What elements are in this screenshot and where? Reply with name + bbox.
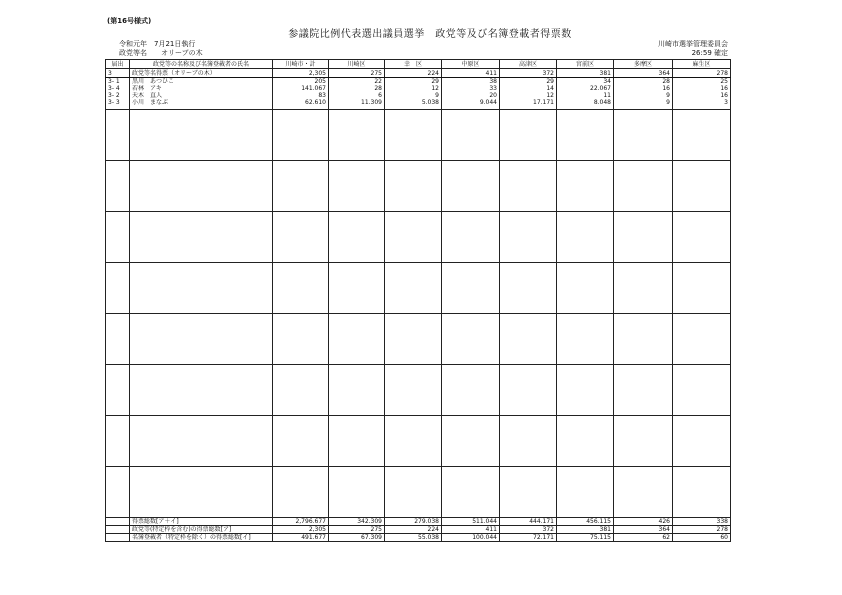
row-name: 政党等名得票（オリーブの木）	[130, 69, 273, 78]
blank-cell	[385, 212, 442, 263]
blank-cell	[385, 110, 442, 161]
vote-cell: 411	[442, 69, 500, 78]
vote-cell: 9	[614, 92, 673, 99]
blank-cell	[273, 365, 329, 416]
blank-cell	[442, 263, 500, 314]
vote-cell: 16	[614, 85, 673, 92]
row-name: 若林 アキ	[130, 85, 273, 92]
blank-cell	[673, 467, 731, 518]
header-row	[106, 60, 731, 69]
blank-cell	[442, 365, 500, 416]
blank-cell	[130, 416, 273, 467]
vote-cell: 275	[329, 526, 385, 534]
blank-cell	[673, 110, 731, 161]
vote-cell: 444.171	[500, 518, 557, 526]
vote-cell: 9.044	[442, 99, 500, 110]
blank-cell	[130, 365, 273, 416]
col-header-district: 多摩区	[614, 60, 673, 69]
summary-label: 政党等(特定枠を含む)の得票総数[ア]	[130, 526, 273, 534]
blank-cell	[130, 212, 273, 263]
vote-cell: 381	[557, 526, 614, 534]
vote-cell: 20	[442, 92, 500, 99]
blank-row	[106, 416, 731, 467]
blank-cell	[329, 161, 385, 212]
blank-cell	[500, 365, 557, 416]
blank-cell	[614, 365, 673, 416]
blank-cell	[557, 314, 614, 365]
blank-cell	[273, 416, 329, 467]
vote-cell: 2,305	[273, 526, 329, 534]
candidate-row	[106, 78, 731, 86]
blank-rows	[106, 110, 731, 518]
vote-cell: 11	[557, 92, 614, 99]
form-number: (第16号様式)	[107, 17, 152, 25]
blank-cell	[385, 263, 442, 314]
blank-cell	[442, 110, 500, 161]
count-status: 26:59 確定	[691, 49, 728, 57]
blank-cell	[273, 110, 329, 161]
col-header-district: 宮前区	[557, 60, 614, 69]
vote-cell: 60	[673, 534, 731, 542]
blank-cell	[329, 110, 385, 161]
blank-cell	[385, 365, 442, 416]
blank-cell	[557, 467, 614, 518]
blank-cell	[273, 212, 329, 263]
vote-cell: 372	[500, 69, 557, 78]
blank-row	[106, 110, 731, 161]
vote-cell: 62.610	[273, 99, 329, 110]
blank-row	[106, 467, 731, 518]
vote-cell: 9	[385, 92, 442, 99]
blank-cell	[273, 467, 329, 518]
party-name: オリーブの木	[161, 49, 203, 57]
col-header-district: 川崎区	[329, 60, 385, 69]
vote-cell: 38	[442, 78, 500, 86]
vote-cell: 426	[614, 518, 673, 526]
party-info	[119, 49, 203, 58]
blank-cell	[442, 212, 500, 263]
vote-cell: 29	[385, 78, 442, 86]
vote-cell: 364	[614, 526, 673, 534]
vote-cell: 22	[329, 78, 385, 86]
blank-cell	[130, 110, 273, 161]
vote-cell: 34	[557, 78, 614, 86]
blank-cell	[442, 314, 500, 365]
vote-cell: 8.048	[557, 99, 614, 110]
blank-cell	[273, 263, 329, 314]
blank-cell	[500, 161, 557, 212]
row-code: 3	[106, 69, 130, 78]
committee-name: 川崎市選挙管理委員会	[658, 40, 728, 48]
vote-cell: 3	[673, 99, 731, 110]
blank-row	[106, 212, 731, 263]
blank-row	[106, 365, 731, 416]
vote-cell: 372	[500, 526, 557, 534]
row-code	[106, 526, 130, 534]
blank-cell	[673, 416, 731, 467]
vote-cell: 17.171	[500, 99, 557, 110]
blank-cell	[385, 467, 442, 518]
blank-cell	[557, 416, 614, 467]
vote-cell: 11.309	[329, 99, 385, 110]
vote-cell: 72.171	[500, 534, 557, 542]
blank-cell	[673, 212, 731, 263]
vote-cell: 29	[500, 78, 557, 86]
summary-row	[106, 518, 731, 526]
blank-cell	[106, 263, 130, 314]
blank-cell	[500, 416, 557, 467]
candidate-row	[106, 99, 731, 110]
vote-cell: 278	[673, 69, 731, 78]
blank-cell	[557, 365, 614, 416]
blank-cell	[385, 161, 442, 212]
blank-cell	[385, 416, 442, 467]
blank-cell	[130, 467, 273, 518]
summary-row	[106, 534, 731, 542]
vote-cell: 83	[273, 92, 329, 99]
col-header-district: 中原区	[442, 60, 500, 69]
blank-cell	[106, 365, 130, 416]
election-date: 令和元年 7月21日執行	[119, 40, 196, 48]
row-name: 天木 直人	[130, 92, 273, 99]
vote-cell: 275	[329, 69, 385, 78]
col-header-district: 川崎市・計	[273, 60, 329, 69]
blank-cell	[614, 314, 673, 365]
blank-cell	[673, 314, 731, 365]
row-code	[106, 518, 130, 526]
vote-cell: 25	[673, 78, 731, 86]
blank-cell	[273, 161, 329, 212]
blank-cell	[106, 212, 130, 263]
blank-cell	[557, 110, 614, 161]
blank-cell	[442, 161, 500, 212]
vote-cell: 338	[673, 518, 731, 526]
blank-cell	[614, 212, 673, 263]
vote-cell: 100.044	[442, 534, 500, 542]
blank-cell	[500, 110, 557, 161]
col-header-name: 政党等の名称及び名簿登載者の氏名	[130, 60, 273, 69]
vote-cell: 28	[614, 78, 673, 86]
col-header-district: 高津区	[500, 60, 557, 69]
blank-cell	[106, 416, 130, 467]
party-row	[106, 69, 731, 78]
row-name: 小川 まなぶ	[130, 99, 273, 110]
blank-cell	[329, 467, 385, 518]
vote-cell: 33	[442, 85, 500, 92]
vote-cell: 381	[557, 69, 614, 78]
candidate-row	[106, 92, 731, 99]
col-header-district: 麻生区	[673, 60, 731, 69]
blank-cell	[557, 212, 614, 263]
summary-label: 名簿登載者（特定枠を除く）の得票総数[イ]	[130, 534, 273, 542]
blank-cell	[500, 212, 557, 263]
blank-cell	[442, 416, 500, 467]
vote-cell: 6	[329, 92, 385, 99]
vote-cell: 456.115	[557, 518, 614, 526]
vote-cell: 224	[385, 526, 442, 534]
vote-cell: 2,796.677	[273, 518, 329, 526]
vote-cell: 28	[329, 85, 385, 92]
blank-cell	[614, 416, 673, 467]
blank-cell	[500, 314, 557, 365]
vote-cell: 342.309	[329, 518, 385, 526]
vote-cell: 279.038	[385, 518, 442, 526]
summary-row	[106, 526, 731, 534]
results-table	[105, 59, 731, 542]
blank-cell	[500, 467, 557, 518]
col-header-district: 幸 区	[385, 60, 442, 69]
blank-cell	[385, 314, 442, 365]
vote-cell: 224	[385, 69, 442, 78]
row-code: 3- 4	[106, 85, 130, 92]
blank-row	[106, 161, 731, 212]
blank-row	[106, 263, 731, 314]
row-code: 3- 2	[106, 92, 130, 99]
vote-cell: 62	[614, 534, 673, 542]
blank-cell	[614, 110, 673, 161]
blank-cell	[106, 161, 130, 212]
blank-cell	[614, 467, 673, 518]
vote-cell: 364	[614, 69, 673, 78]
vote-cell: 491.677	[273, 534, 329, 542]
row-name: 黒川 あつひこ	[130, 78, 273, 86]
blank-cell	[130, 314, 273, 365]
vote-cell: 2,305	[273, 69, 329, 78]
blank-cell	[329, 263, 385, 314]
vote-cell: 12	[500, 92, 557, 99]
blank-cell	[130, 263, 273, 314]
blank-cell	[106, 110, 130, 161]
vote-cell: 67.309	[329, 534, 385, 542]
blank-cell	[329, 365, 385, 416]
vote-cell: 9	[614, 99, 673, 110]
vote-cell: 14	[500, 85, 557, 92]
blank-cell	[273, 314, 329, 365]
vote-cell: 511.044	[442, 518, 500, 526]
vote-cell: 16	[673, 92, 731, 99]
summary-label: 得票総数[ア＋イ]	[130, 518, 273, 526]
row-code: 3- 3	[106, 99, 130, 110]
vote-cell: 12	[385, 85, 442, 92]
blank-cell	[557, 161, 614, 212]
vote-cell: 22.067	[557, 85, 614, 92]
vote-cell: 141.067	[273, 85, 329, 92]
blank-cell	[614, 161, 673, 212]
vote-cell: 16	[673, 85, 731, 92]
blank-cell	[673, 263, 731, 314]
blank-row	[106, 314, 731, 365]
blank-cell	[500, 263, 557, 314]
blank-cell	[673, 365, 731, 416]
vote-cell: 5.038	[385, 99, 442, 110]
blank-cell	[329, 416, 385, 467]
blank-cell	[106, 314, 130, 365]
blank-cell	[614, 263, 673, 314]
blank-cell	[557, 263, 614, 314]
row-code: 3- 1	[106, 78, 130, 86]
candidate-row	[106, 85, 731, 92]
col-header-code: 届出	[106, 60, 130, 69]
blank-cell	[673, 161, 731, 212]
document-title: 参議院比例代表選出議員選挙 政党等及び名簿登載者得票数	[288, 29, 572, 40]
blank-cell	[130, 161, 273, 212]
blank-cell	[329, 314, 385, 365]
vote-cell: 278	[673, 526, 731, 534]
row-code	[106, 534, 130, 542]
vote-cell: 205	[273, 78, 329, 86]
blank-cell	[329, 212, 385, 263]
vote-cell: 75.115	[557, 534, 614, 542]
party-label: 政党等名	[119, 49, 147, 57]
vote-cell: 411	[442, 526, 500, 534]
blank-cell	[442, 467, 500, 518]
vote-cell: 55.038	[385, 534, 442, 542]
blank-cell	[106, 467, 130, 518]
